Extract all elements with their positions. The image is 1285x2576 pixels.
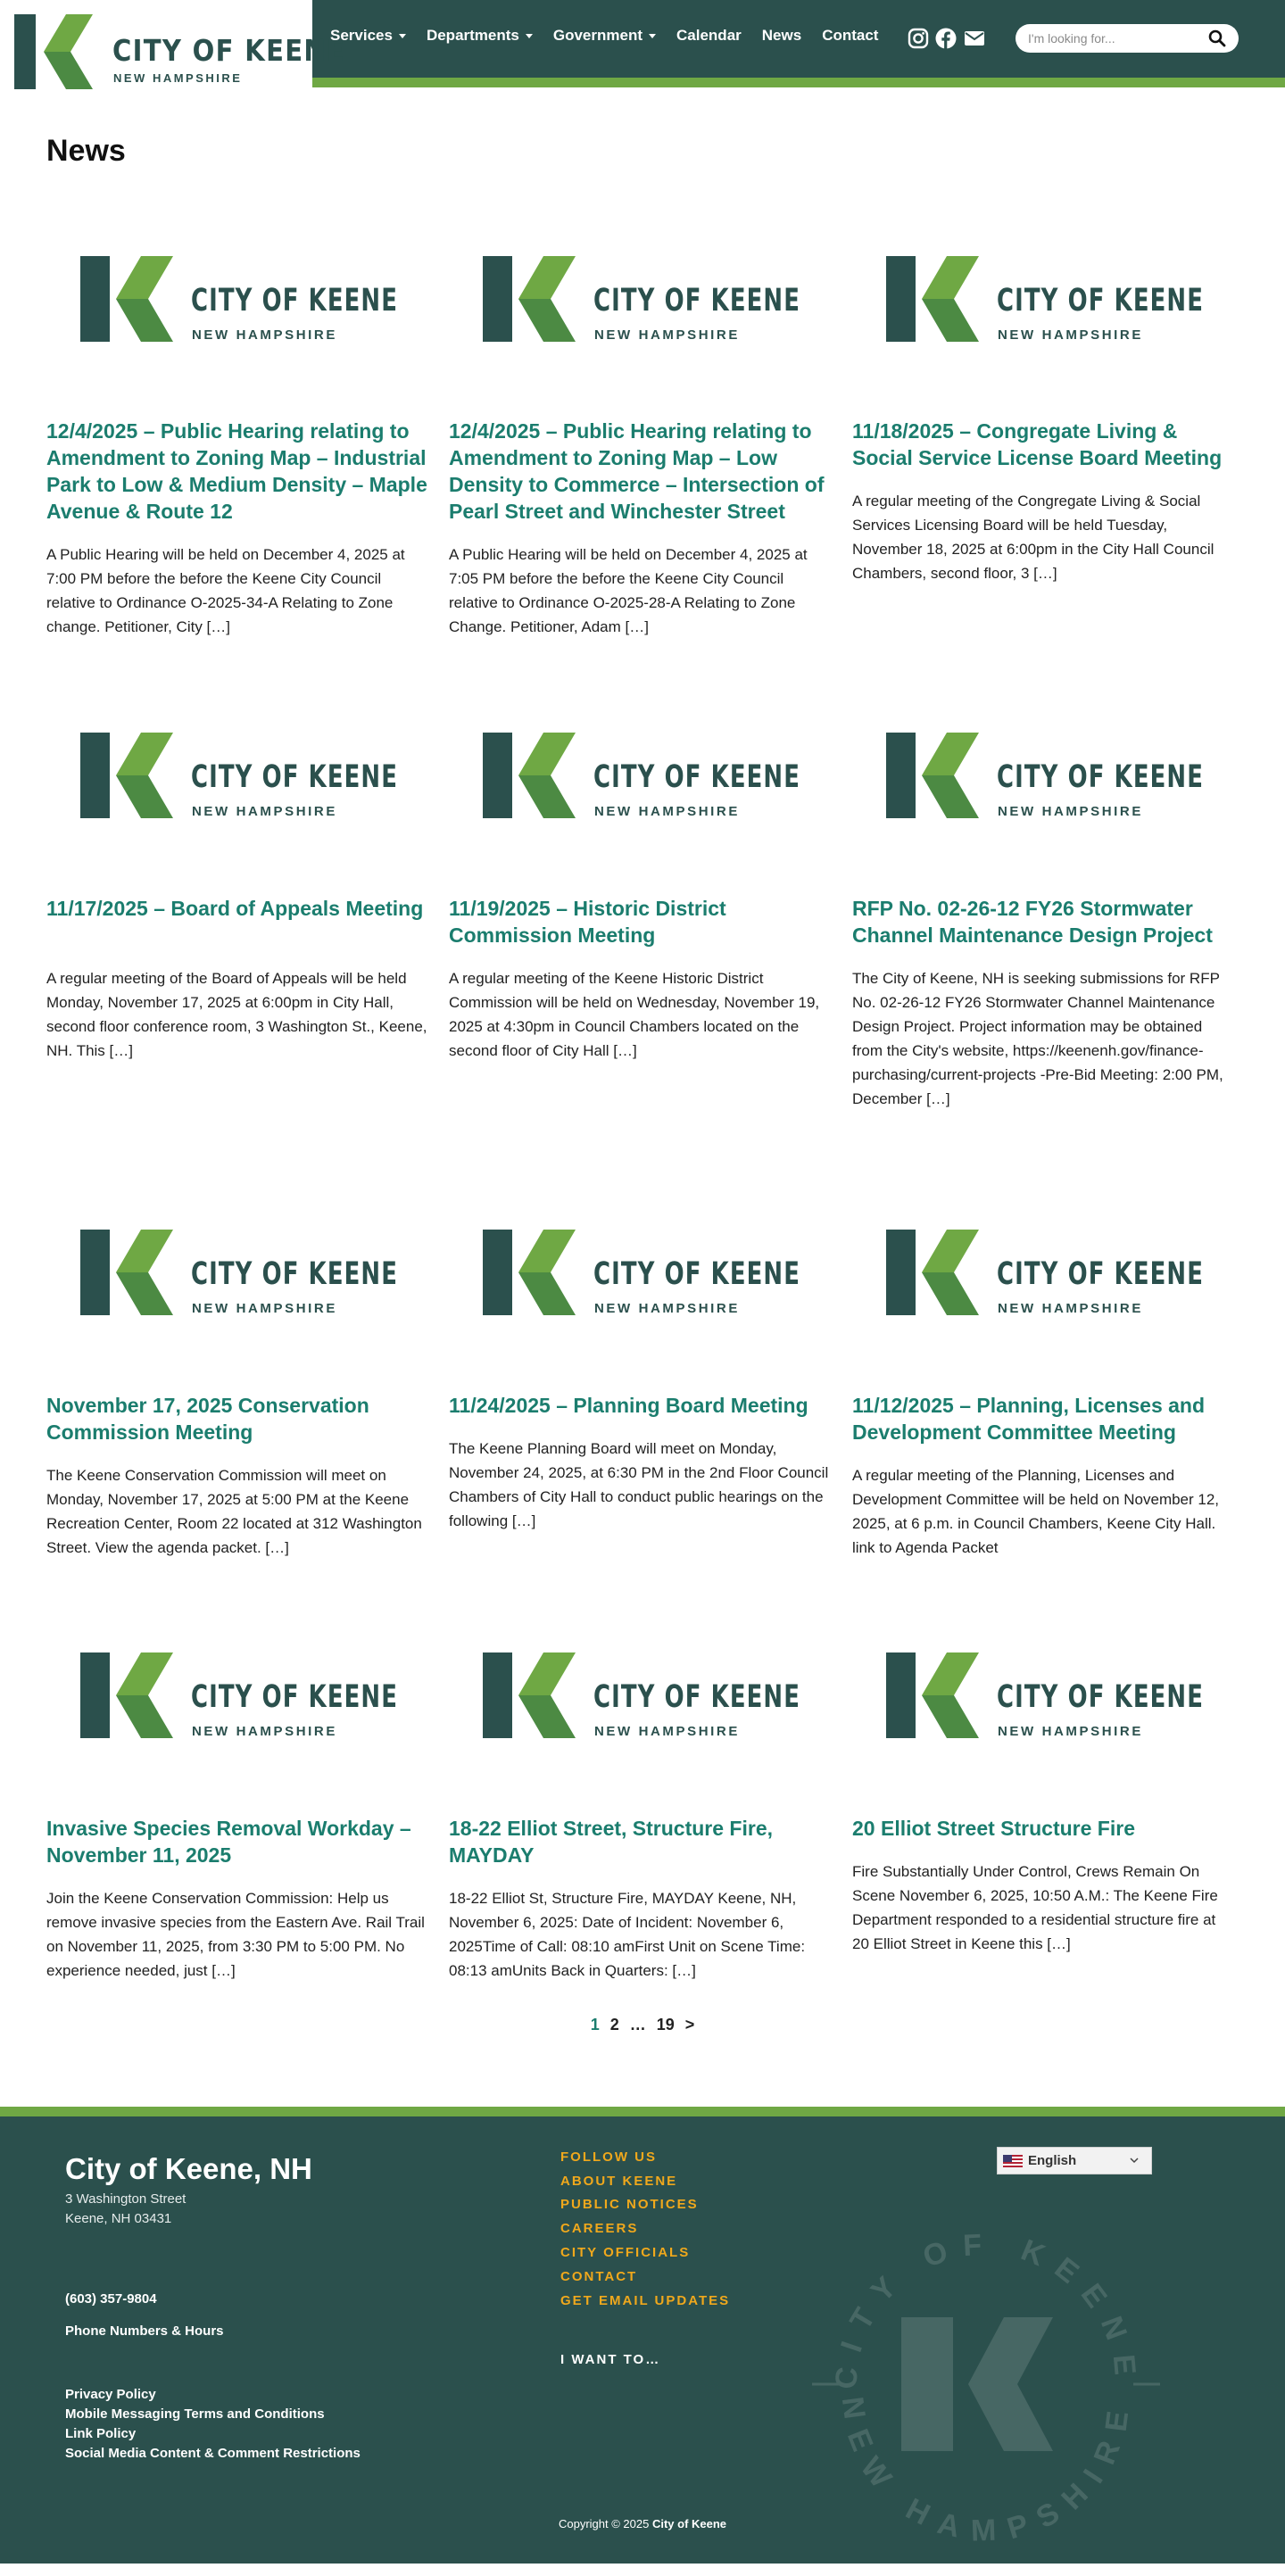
site-logo[interactable] bbox=[0, 0, 346, 87]
news-card-title[interactable]: 11/18/2025 – Congregate Living & Social Service License Board Meeting bbox=[852, 419, 1223, 469]
card-logo-title: CITY OF KEENE bbox=[593, 759, 800, 795]
city-of-keene-logo-icon bbox=[852, 683, 1236, 880]
seal-top-text: CITY OF KEENE bbox=[828, 2227, 1144, 2391]
card-logo-subtitle: NEW HAMPSHIRE bbox=[998, 1724, 1143, 1739]
copyright bbox=[0, 2517, 1285, 2530]
search-icon[interactable] bbox=[1208, 29, 1226, 47]
chevron-down-icon bbox=[526, 34, 533, 38]
news-card-excerpt: Join the Keene Conservation Commission: Help us remove invasive species from the Eastern Ave. Rail Trail on November 11, 2025, from 3:30 PM to 5:00 PM. No experience needed, just […] bbox=[46, 1890, 425, 1979]
news-card-excerpt: A regular meeting of the Keene Historic District Commission will be held on Wednesday, November 19, 2025 at 4:30pm in Council Chambers located on the second floor of City Hall […] bbox=[449, 970, 820, 1059]
news-card-excerpt: 18-22 Elliot St, Structure Fire, MAYDAY Keene, NH, November 6, 2025: Date of Incident: November 6, 2025Time of Call: 08:10 amFirst Unit on Scene Time: 08:13 amUnits Back in Quarters: […] bbox=[449, 1890, 806, 1979]
card-logo-title: CITY OF KEENE bbox=[997, 759, 1204, 795]
page-title: News bbox=[46, 134, 126, 168]
card-logo-subtitle: NEW HAMPSHIRE bbox=[998, 804, 1143, 819]
i-want-to-menu[interactable]: I WANT TO… bbox=[560, 2352, 661, 2367]
card-logo-subtitle: NEW HAMPSHIRE bbox=[594, 804, 740, 819]
card-logo-subtitle: NEW HAMPSHIRE bbox=[192, 804, 337, 819]
city-of-keene-logo-icon bbox=[449, 683, 833, 880]
city-officials-link[interactable]: CITY OFFICIALS bbox=[560, 2245, 691, 2260]
nav-news-label: News bbox=[761, 27, 802, 44]
city-of-keene-logo-icon bbox=[449, 1603, 833, 1800]
news-card-title[interactable]: 11/19/2025 – Historic District Commission Meeting bbox=[449, 897, 726, 947]
news-card-excerpt: A Public Hearing will be held on December 4, 2025 at 7:00 PM before the before the Keene City Council relative to Ordinance O-2025-34-A Relating to Zone change. Petitioner, City […] bbox=[46, 546, 405, 635]
site-header bbox=[0, 0, 1285, 87]
card-logo-title: CITY OF KEENE bbox=[593, 283, 800, 319]
privacy-policy-link[interactable]: Privacy Policy bbox=[65, 2387, 156, 2402]
page-1-link[interactable]: 1 bbox=[590, 2016, 600, 2033]
card-logo-title: CITY OF KEENE bbox=[997, 283, 1204, 319]
news-card-image[interactable] bbox=[852, 207, 1236, 403]
header-accent-stripe bbox=[312, 78, 1285, 87]
news-card-excerpt: The City of Keene, NH is seeking submissions for RFP No. 02-26-12 FY26 Stormwater Channel Maintenance Design Project. Project information may be obtained from the City's website, https://keenenh.gov/finance-purchasing/current-projects -Pre-Bid Meeting: 2:00 PM, December […] bbox=[852, 970, 1223, 1107]
card-logo-title: CITY OF KEENE bbox=[191, 1256, 398, 1292]
news-card-image[interactable] bbox=[46, 207, 430, 403]
language-label: English bbox=[1028, 2153, 1077, 2168]
news-card-excerpt: Fire Substantially Under Control, Crews Remain On Scene November 6, 2025, 10:50 A.M.: The Keene Fire Department responded to a residential structure fire at 20 Elliot Street in Keene this […] bbox=[852, 1863, 1218, 1952]
city-of-keene-logo-icon bbox=[46, 1603, 430, 1800]
link-policy-link[interactable]: Link Policy bbox=[65, 2426, 137, 2441]
nav-calendar-label: Calendar bbox=[676, 27, 742, 44]
news-card-title[interactable]: 11/12/2025 – Planning, Licenses and Development Committee Meeting bbox=[852, 1394, 1206, 1444]
nav-government[interactable] bbox=[553, 27, 656, 45]
news-card-title[interactable]: November 17, 2025 Conservation Commission Meeting bbox=[46, 1394, 369, 1444]
search-input[interactable] bbox=[1028, 29, 1202, 47]
news-card-image[interactable] bbox=[46, 1603, 430, 1800]
nav-contact[interactable] bbox=[822, 27, 878, 45]
site-footer bbox=[0, 2116, 1285, 2564]
nav-departments[interactable] bbox=[427, 27, 533, 45]
card-logo-title: CITY OF KEENE bbox=[593, 1256, 800, 1292]
news-card-image[interactable] bbox=[46, 1180, 430, 1377]
news-card-title[interactable]: RFP No. 02-26-12 FY26 Stormwater Channel Maintenance Design Project bbox=[852, 897, 1213, 947]
city-of-keene-logo-icon bbox=[449, 1180, 833, 1377]
page-last-link[interactable]: 19 bbox=[656, 2016, 675, 2033]
card-logo-title: CITY OF KEENE bbox=[997, 1679, 1204, 1715]
copyright-entity[interactable]: City of Keene bbox=[651, 2517, 727, 2530]
pagination-ellipsis: … bbox=[629, 2016, 646, 2033]
search-bar bbox=[1016, 24, 1239, 53]
city-of-keene-logo-icon bbox=[852, 207, 1236, 403]
news-card-title[interactable]: 18-22 Elliot Street, Structure Fire, MAYDAY bbox=[449, 1817, 774, 1867]
city-of-keene-logo-icon bbox=[852, 1180, 1236, 1377]
page-2-link[interactable]: 2 bbox=[609, 2016, 619, 2033]
card-logo-title: CITY OF KEENE bbox=[593, 1679, 800, 1715]
facebook-icon[interactable] bbox=[935, 28, 957, 49]
next-page-link[interactable]: > bbox=[684, 2016, 695, 2033]
card-logo-subtitle: NEW HAMPSHIRE bbox=[998, 1301, 1143, 1316]
news-card-title[interactable]: 12/4/2025 – Public Hearing relating to Amendment to Zoning Map – Industrial Park to Low & Medium Density – Maple Avenue & Route 12 bbox=[46, 419, 427, 523]
email-icon[interactable] bbox=[964, 28, 985, 49]
footer-address-line2: Keene, NH 03431 bbox=[65, 2211, 172, 2226]
public-notices-link[interactable]: PUBLIC NOTICES bbox=[560, 2197, 699, 2212]
news-card-title[interactable]: 11/24/2025 – Planning Board Meeting bbox=[449, 1394, 808, 1417]
news-card-title[interactable]: 20 Elliot Street Structure Fire bbox=[852, 1817, 1135, 1840]
news-card-image[interactable] bbox=[449, 683, 833, 880]
card-logo-subtitle: NEW HAMPSHIRE bbox=[192, 1301, 337, 1316]
contact-link[interactable]: CONTACT bbox=[560, 2269, 638, 2284]
city-of-keene-logo-icon bbox=[46, 207, 430, 403]
card-logo-subtitle: NEW HAMPSHIRE bbox=[594, 1724, 740, 1739]
footer-phone[interactable]: (603) 357-9804 bbox=[65, 2291, 157, 2307]
chevron-down-icon bbox=[399, 34, 406, 38]
city-of-keene-logo-icon bbox=[46, 1180, 430, 1377]
logo-subtitle: NEW HAMPSHIRE bbox=[113, 71, 243, 85]
careers-link[interactable]: CAREERS bbox=[560, 2221, 639, 2236]
news-card-excerpt: The Keene Conservation Commission will meet on Monday, November 17, 2025 at 5:00 PM at the Keene Recreation Center, Room 22 located at 312 Washington Street. View the agenda packet. […] bbox=[46, 1467, 422, 1556]
language-selector[interactable] bbox=[997, 2147, 1152, 2174]
card-logo-title: CITY OF KEENE bbox=[997, 1256, 1204, 1292]
news-card-image[interactable] bbox=[449, 1180, 833, 1377]
us-flag-icon bbox=[1003, 2155, 1023, 2167]
news-card-image[interactable] bbox=[449, 207, 833, 403]
footer-address-line1: 3 Washington Street bbox=[65, 2191, 187, 2207]
follow-us-link[interactable]: FOLLOW US bbox=[560, 2149, 657, 2165]
card-logo-subtitle: NEW HAMPSHIRE bbox=[998, 327, 1143, 343]
news-card-excerpt: The Keene Planning Board will meet on Monday, November 24, 2025, at 6:30 PM in the 2nd Floor Council Chambers of City Hall to conduct public hearings on the following […] bbox=[449, 1440, 829, 1529]
news-card-image[interactable] bbox=[46, 683, 430, 880]
card-logo-title: CITY OF KEENE bbox=[191, 283, 398, 319]
card-logo-subtitle: NEW HAMPSHIRE bbox=[192, 1724, 337, 1739]
chevron-down-icon bbox=[1130, 2156, 1139, 2165]
news-card-title[interactable]: 11/17/2025 – Board of Appeals Meeting bbox=[46, 897, 424, 920]
keene-k-logo-icon bbox=[14, 14, 96, 89]
news-card-title[interactable]: 12/4/2025 – Public Hearing relating to Amendment to Zoning Map – Low Density to Commerce – Intersection of Pearl Street and Winchester Street bbox=[449, 419, 825, 523]
news-card-image[interactable] bbox=[852, 1180, 1236, 1377]
seal-bottom-text: NEW HAMPSHIRE bbox=[834, 2394, 1138, 2548]
nav-departments-label: Departments bbox=[426, 27, 519, 44]
news-card-image[interactable] bbox=[852, 683, 1236, 880]
nav-calendar[interactable] bbox=[676, 27, 742, 45]
instagram-icon[interactable] bbox=[908, 28, 929, 49]
footer-phone-hours-link[interactable]: Phone Numbers & Hours bbox=[65, 2323, 224, 2339]
get-email-updates-link[interactable]: GET EMAIL UPDATES bbox=[560, 2293, 731, 2308]
nav-services[interactable] bbox=[330, 27, 406, 45]
card-logo-subtitle: NEW HAMPSHIRE bbox=[594, 1301, 740, 1316]
news-card-image[interactable] bbox=[852, 1603, 1236, 1800]
nav-news[interactable] bbox=[762, 27, 801, 45]
nav-government-label: Government bbox=[552, 27, 643, 44]
footer-accent-stripe bbox=[0, 2107, 1285, 2116]
card-logo-subtitle: NEW HAMPSHIRE bbox=[594, 327, 740, 343]
card-logo-title: CITY OF KEENE bbox=[191, 759, 398, 795]
pagination bbox=[0, 2016, 1285, 2034]
logo-title: CITY OF KEENE bbox=[112, 33, 346, 68]
news-card-excerpt: A regular meeting of the Board of Appeals will be held Monday, November 17, 2025 at 6:00pm in City Hall, second floor conference room, 3 Washington St., Keene, NH. This […] bbox=[46, 970, 427, 1059]
news-card-title[interactable]: Invasive Species Removal Workday – November 11, 2025 bbox=[46, 1817, 411, 1867]
mobile-messaging-terms-link[interactable]: Mobile Messaging Terms and Conditions bbox=[65, 2406, 325, 2422]
news-card-excerpt: A regular meeting of the Planning, Licenses and Development Committee will be held on November 12, 2025, at 6 p.m. in Council Chambers, Keene City Hall. link to Agenda Packet bbox=[852, 1467, 1220, 1556]
card-logo-title: CITY OF KEENE bbox=[191, 1679, 398, 1715]
city-of-keene-logo-icon bbox=[852, 1603, 1236, 1800]
city-of-keene-logo-icon bbox=[46, 683, 430, 880]
copyright-prefix: Copyright © 2025 bbox=[558, 2517, 650, 2530]
nav-services-label: Services bbox=[330, 27, 393, 44]
news-card-image[interactable] bbox=[449, 1603, 833, 1800]
nav-contact-label: Contact bbox=[822, 27, 879, 44]
card-logo-subtitle: NEW HAMPSHIRE bbox=[192, 327, 337, 343]
about-keene-link[interactable]: ABOUT KEENE bbox=[560, 2174, 678, 2189]
news-card-excerpt: A Public Hearing will be held on December 4, 2025 at 7:05 PM before the before the Keene City Council relative to Ordinance O-2025-28-A Relating to Zone Change. Petitioner, Adam […] bbox=[449, 546, 808, 635]
city-of-keene-logo-icon bbox=[449, 207, 833, 403]
social-media-restrictions-link[interactable]: Social Media Content & Comment Restrictions bbox=[65, 2446, 361, 2461]
news-card-excerpt: A regular meeting of the Congregate Living & Social Services Licensing Board will be held Tuesday, November 18, 2025 at 6:00pm in the City Hall Council Chambers, second floor, 3 […] bbox=[852, 493, 1215, 582]
footer-city-name: City of Keene, NH bbox=[65, 2152, 312, 2185]
main-nav bbox=[330, 27, 899, 45]
chevron-down-icon bbox=[649, 34, 656, 38]
